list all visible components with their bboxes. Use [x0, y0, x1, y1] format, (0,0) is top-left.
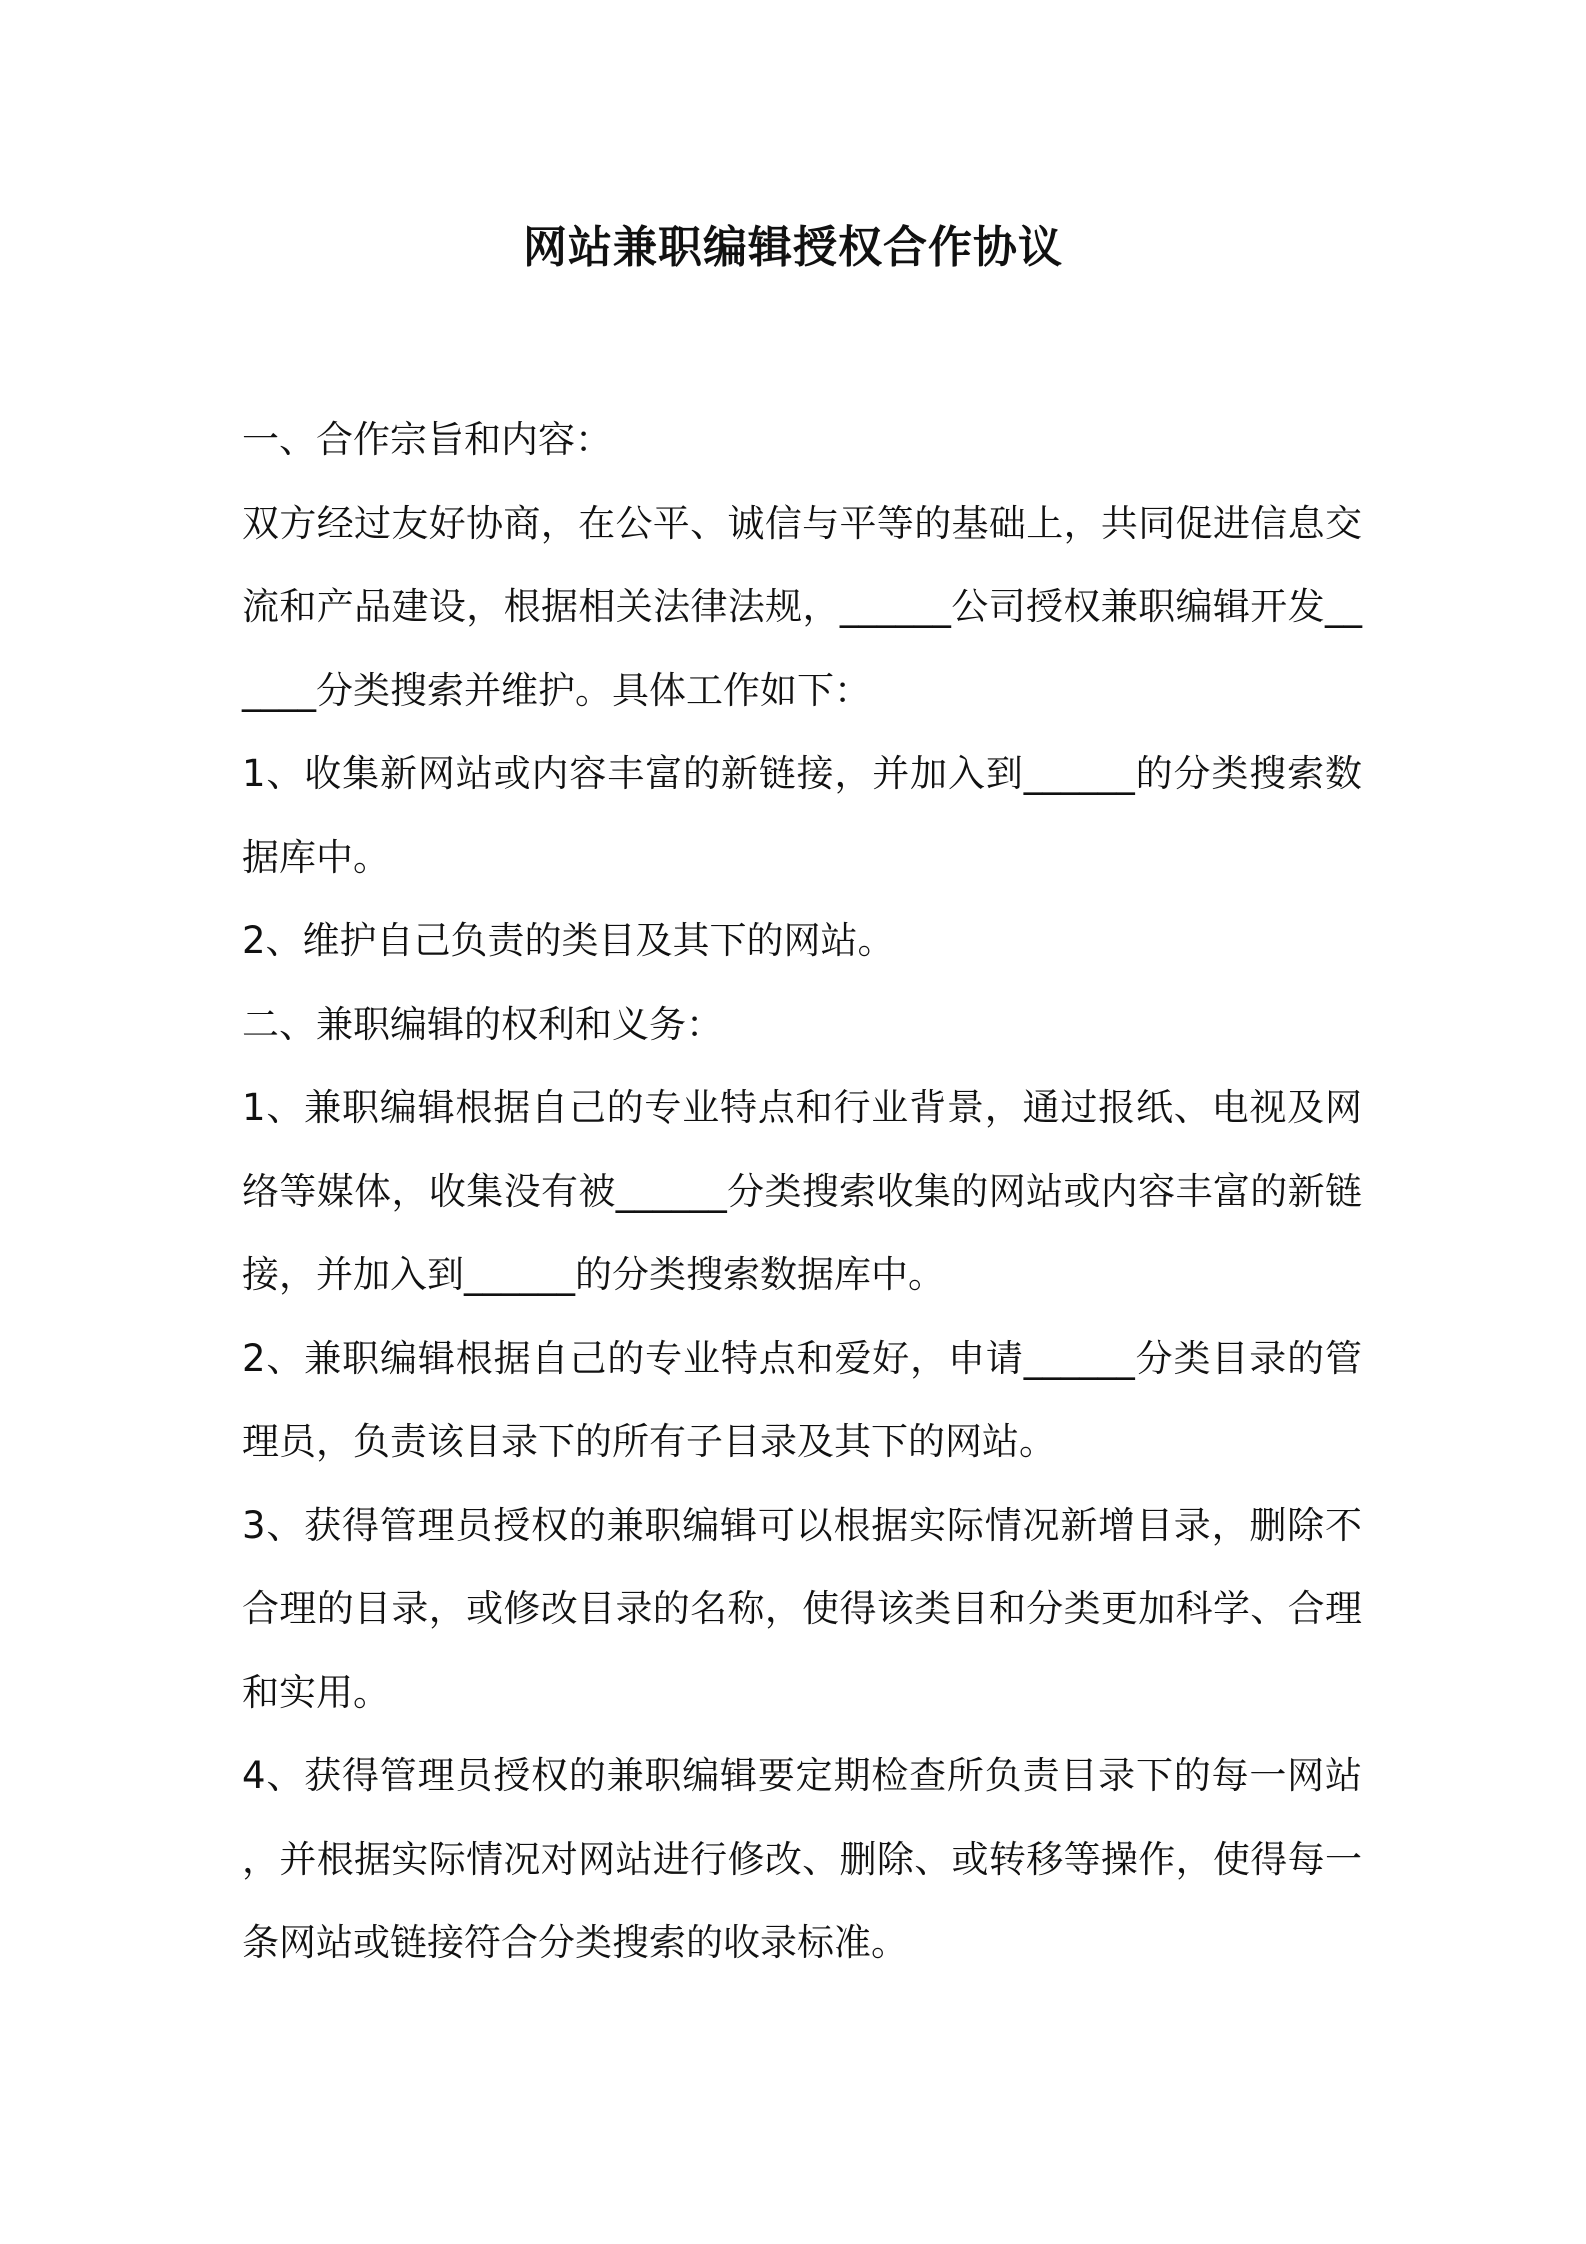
document-body [242, 398, 1362, 1985]
list-item-collect-media: 1、兼职编辑根据自己的专业特点和行业背景，通过报纸、电视及网络等媒体，收集没有被______分类搜索收集的网站或内容丰富的新链接，并加入到______的分类搜索数据库中。 [242, 1086, 1362, 1296]
document-title: 网站兼职编辑授权合作协议 [523, 222, 1063, 273]
section-heading-cooperation: 一、合作宗旨和内容： [242, 418, 612, 461]
list-item-collect-links: 1、收集新网站或内容丰富的新链接，并加入到______的分类搜索数据库中。 [242, 752, 1362, 879]
paragraph-intro: 双方经过友好协商，在公平、诚信与平等的基础上，共同促进信息交流和产品建设，根据相关法律法规，______公司授权兼职编辑开发______分类搜索并维护。具体工作如下： [242, 501, 1362, 712]
list-item-check-sites: 4、获得管理员授权的兼职编辑要定期检查所负责目录下的每一网站，并根据实际情况对网站进行修改、删除、或转移等操作，使得每一条网站或链接符合分类搜索的收录标准。 [242, 1754, 1362, 1964]
section-heading-rights-duties: 二、兼职编辑的权利和义务： [242, 1002, 723, 1046]
list-item-edit-directories: 3、获得管理员授权的兼职编辑可以根据实际情况新增目录，删除不合理的目录，或修改目录的名称，使得该类目和分类更加科学、合理和实用。 [242, 1503, 1362, 1714]
list-item-apply-admin: 2、兼职编辑根据自己的专业特点和爱好，申请______分类目录的管理员，负责该目录下的所有子目录及其下的网站。 [242, 1336, 1362, 1463]
list-item-maintain-categories: 2、维护自己负责的类目及其下的网站。 [242, 919, 895, 962]
